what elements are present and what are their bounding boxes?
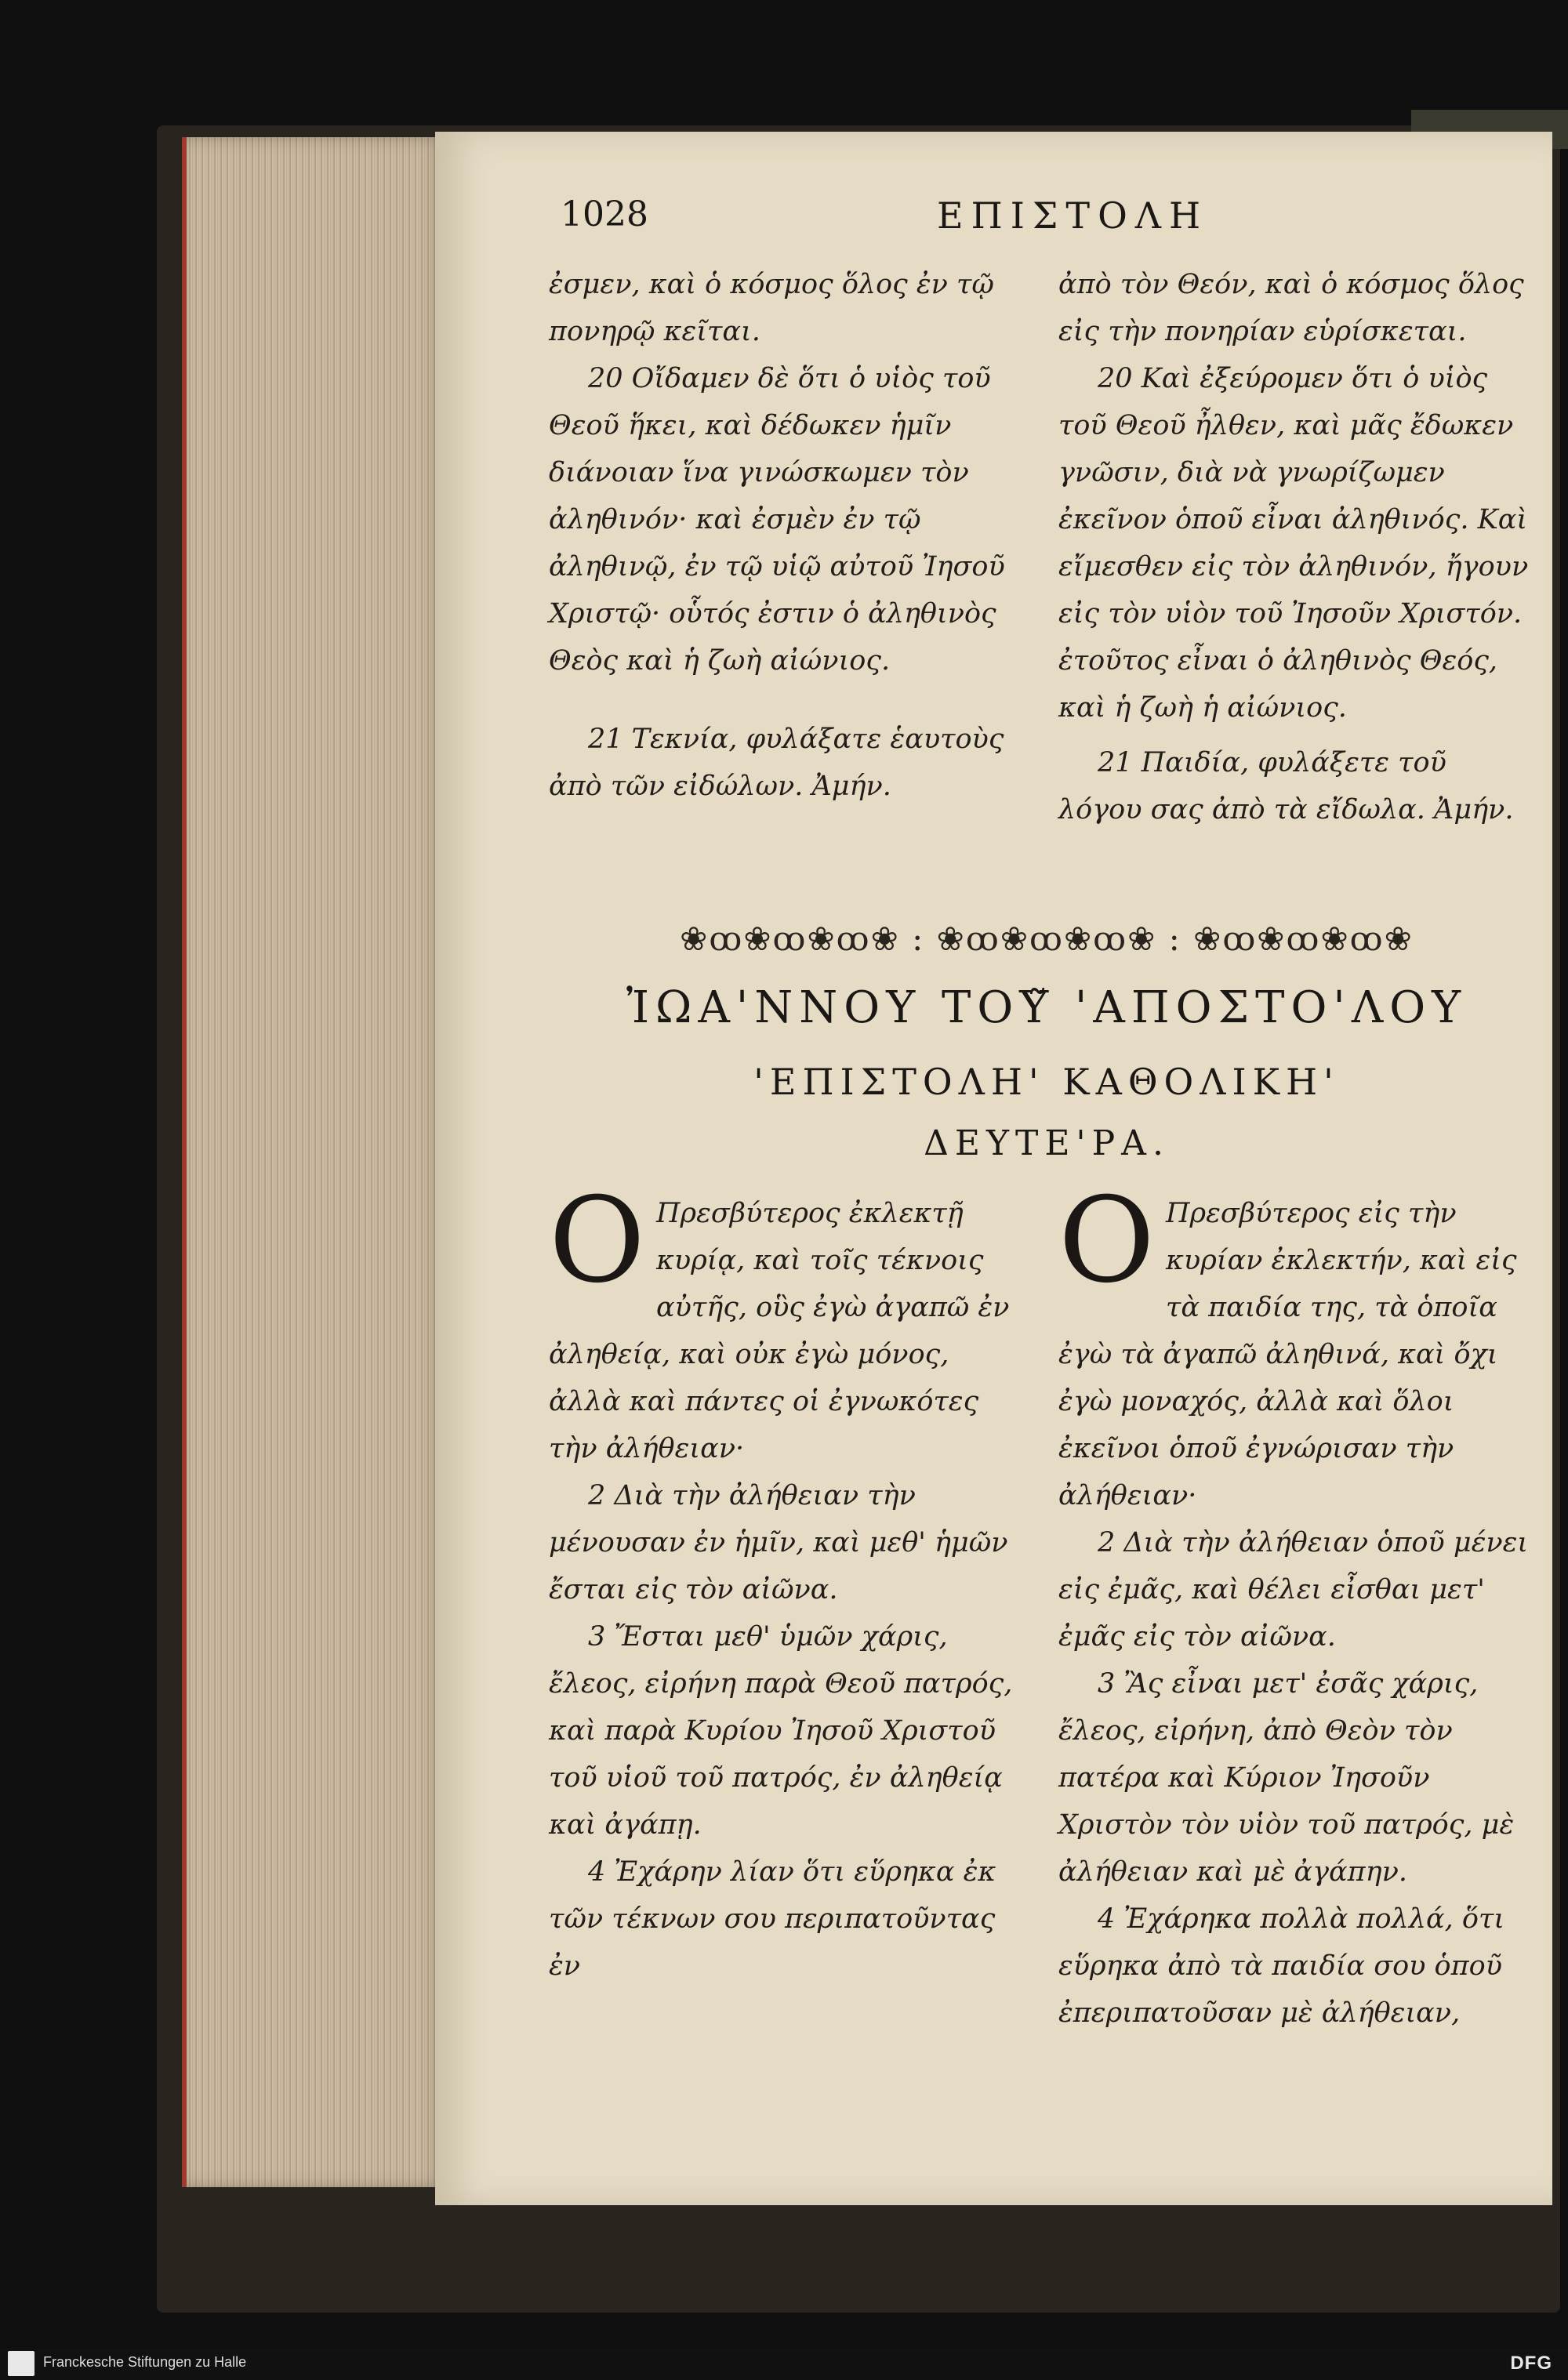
institution-name: Franckesche Stiftungen zu Halle — [43, 2354, 247, 2370]
viewer-footer — [0, 2348, 1568, 2380]
institution-logo-icon — [8, 2351, 34, 2376]
verse-2-right: 2 Διὰ τὴν ἀλήθειαν ὁποῦ μένει εἰς ἐμᾶς, καὶ θέλει εἶσθαι μετ' ἐμᾶς εἰς τὸν αἰῶνα. — [1058, 1527, 1529, 1653]
column-left-bottom — [549, 1173, 1019, 1990]
verse-3-right: 3 Ἂς εἶναι μετ' ἐσᾶς χάρις, ἔλεος, εἰρήνη, ἀπὸ Θεὸν τὸν πατέρα καὶ Κύριον Ἰησοῦν Χριστὸν τὸν υἱὸν τοῦ πατρός, μὲ ἀλήθειαν καὶ μὲ ἀγάπην. — [1058, 1668, 1515, 1888]
verse-3-left: 3 Ἔσται μεθ' ὑμῶν χάρις, ἔλεος, εἰρήνη παρὰ Θεοῦ πατρός, καὶ παρὰ Κυρίου Ἰησοῦ Χριστοῦ τοῦ υἱοῦ τοῦ πατρός, ἐν ἀληθείᾳ καὶ ἀγάπῃ. — [549, 1621, 1013, 1841]
verse-1-right-text: Πρεσβύτερος εἰς τὴν κυρίαν ἐκλεκτήν, καὶ εἰς τὰ παιδία της, τὰ ὁποῖα ἐγὼ τὰ ἀγαπῶ ἀληθινά, καὶ ὄχι ἐγὼ μοναχός, ἀλλὰ καὶ ὅλοι ἐκεῖνοι ὁποῦ ἐγνώρισαν τὴν ἀλήθειαν· — [1058, 1198, 1517, 1511]
verse-4-left: 4 Ἐχάρην λίαν ὅτι εὕρηκα ἐκ τῶν τέκνων σου περιπατοῦντας ἐν — [549, 1856, 996, 1982]
book-page — [435, 132, 1552, 2205]
column-right-top — [1058, 261, 1529, 833]
verse-1-right — [1058, 1173, 1529, 1519]
text-line: ἐσμεν, καὶ ὁ κόσμος ὅλος ἐν τῷ πονηρῷ κεῖται. — [549, 269, 994, 347]
running-head — [561, 194, 1501, 257]
dfg-logo: DFG — [1510, 2353, 1552, 2374]
page-edges — [182, 137, 445, 2187]
ornament-band: ❀ꝏ❀ꝏ❀ꝏ❀ : ❀ꝏ❀ꝏ❀ꝏ❀ : ❀ꝏ❀ꝏ❀ꝏ❀ — [680, 920, 1414, 958]
book-heading-line3: ΔΕΥΤΕ'ΡΑ. — [924, 1123, 1170, 1163]
verse-1-left-text: Πρεσβύτερος ἐκλεκτῇ κυρίᾳ, καὶ τοῖς τέκνοις αὐτῆς, οὓς ἐγὼ ἀγαπῶ ἐν ἀληθείᾳ, καὶ οὐκ ἐγὼ μόνος, ἀλλὰ καὶ πάντες οἱ ἐγνωκότες τὴν ἀλήθειαν· — [549, 1198, 1010, 1464]
verse-4-right: 4 Ἐχάρηκα πολλὰ πολλά, ὅτι εὕρηκα ἀπὸ τὰ παιδία σου ὁποῦ ἐπεριπατοῦσαν μὲ ἀλήθειαν, — [1058, 1903, 1505, 2029]
verse-21-left: 21 Τεκνία, φυλάξατε ἑαυτοὺς ἀπὸ τῶν εἰδώλων. Ἀμήν. — [549, 724, 1004, 802]
text-line: ἀπὸ τὸν Θεόν, καὶ ὁ κόσμος ὅλος εἰς τὴν πονηρίαν εὑρίσκεται. — [1058, 269, 1524, 347]
column-left-top — [549, 261, 1019, 810]
verse-2-left: 2 Διὰ τὴν ἀλήθειαν τὴν μένουσαν ἐν ἡμῖν, καὶ μεθ' ἡμῶν ἔσται εἰς τὸν αἰῶνα. — [549, 1480, 1008, 1605]
verse-20-left: 20 Οἴδαμεν δὲ ὅτι ὁ υἱὸς τοῦ Θεοῦ ἥκει, καὶ δέδωκεν ἡμῖν διάνοιαν ἵνα γινώσκωμεν τὸν ἀληθινόν· καὶ ἐσμὲν ἐν τῷ ἀληθινῷ, ἐν τῷ υἱῷ αὐτοῦ Ἰησοῦ Χριστῷ· οὗτός ἐστιν ὁ ἀληθινὸς Θεὸς καὶ ἡ ζωὴ αἰώνιος. — [549, 363, 1005, 677]
verse-21-right: 21 Παιδία, φυλάξετε τοῦ λόγου σας ἀπὸ τὰ εἴδωλα. Ἀμήν. — [1058, 747, 1514, 825]
verse-20-right: 20 Καὶ ἐξεύρομεν ὅτι ὁ υἱὸς τοῦ Θεοῦ ἦλθεν, καὶ μᾶς ἔδωκεν γνῶσιν, διὰ νὰ γνωρίζωμεν ἐκεῖνον ὁποῦ εἶναι ἀληθινός. Καὶ εἴμεσθεν εἰς τὸν ἀληθινόν, ἤγουν εἰς τὸν υἱὸν τοῦ Ἰησοῦν Χριστόν. ἐτοῦτος εἶναι ὁ ἀληθινὸς Θεός, καὶ ἡ ζωὴ ἡ αἰώνιος. — [1058, 363, 1529, 724]
drop-cap: Ο — [549, 1173, 645, 1309]
verse-1-left — [549, 1173, 1019, 1472]
book-heading-line1: ἸΩΑ'ΝΝΟΥ ΤΟΥ̃ 'ΑΠΟΣΤΟ'ΛΟΥ — [626, 982, 1468, 1033]
book-heading-line2: 'ΕΠΙΣΤΟΛΗ' ΚΑΘΟΛΙΚΗ' — [753, 1061, 1340, 1103]
column-right-bottom — [1058, 1173, 1529, 2037]
drop-cap: Ο — [1058, 1173, 1155, 1309]
running-title: ΕΠΙΣΤΟΛΗ — [937, 194, 1209, 237]
page-number: 1028 — [561, 194, 648, 234]
